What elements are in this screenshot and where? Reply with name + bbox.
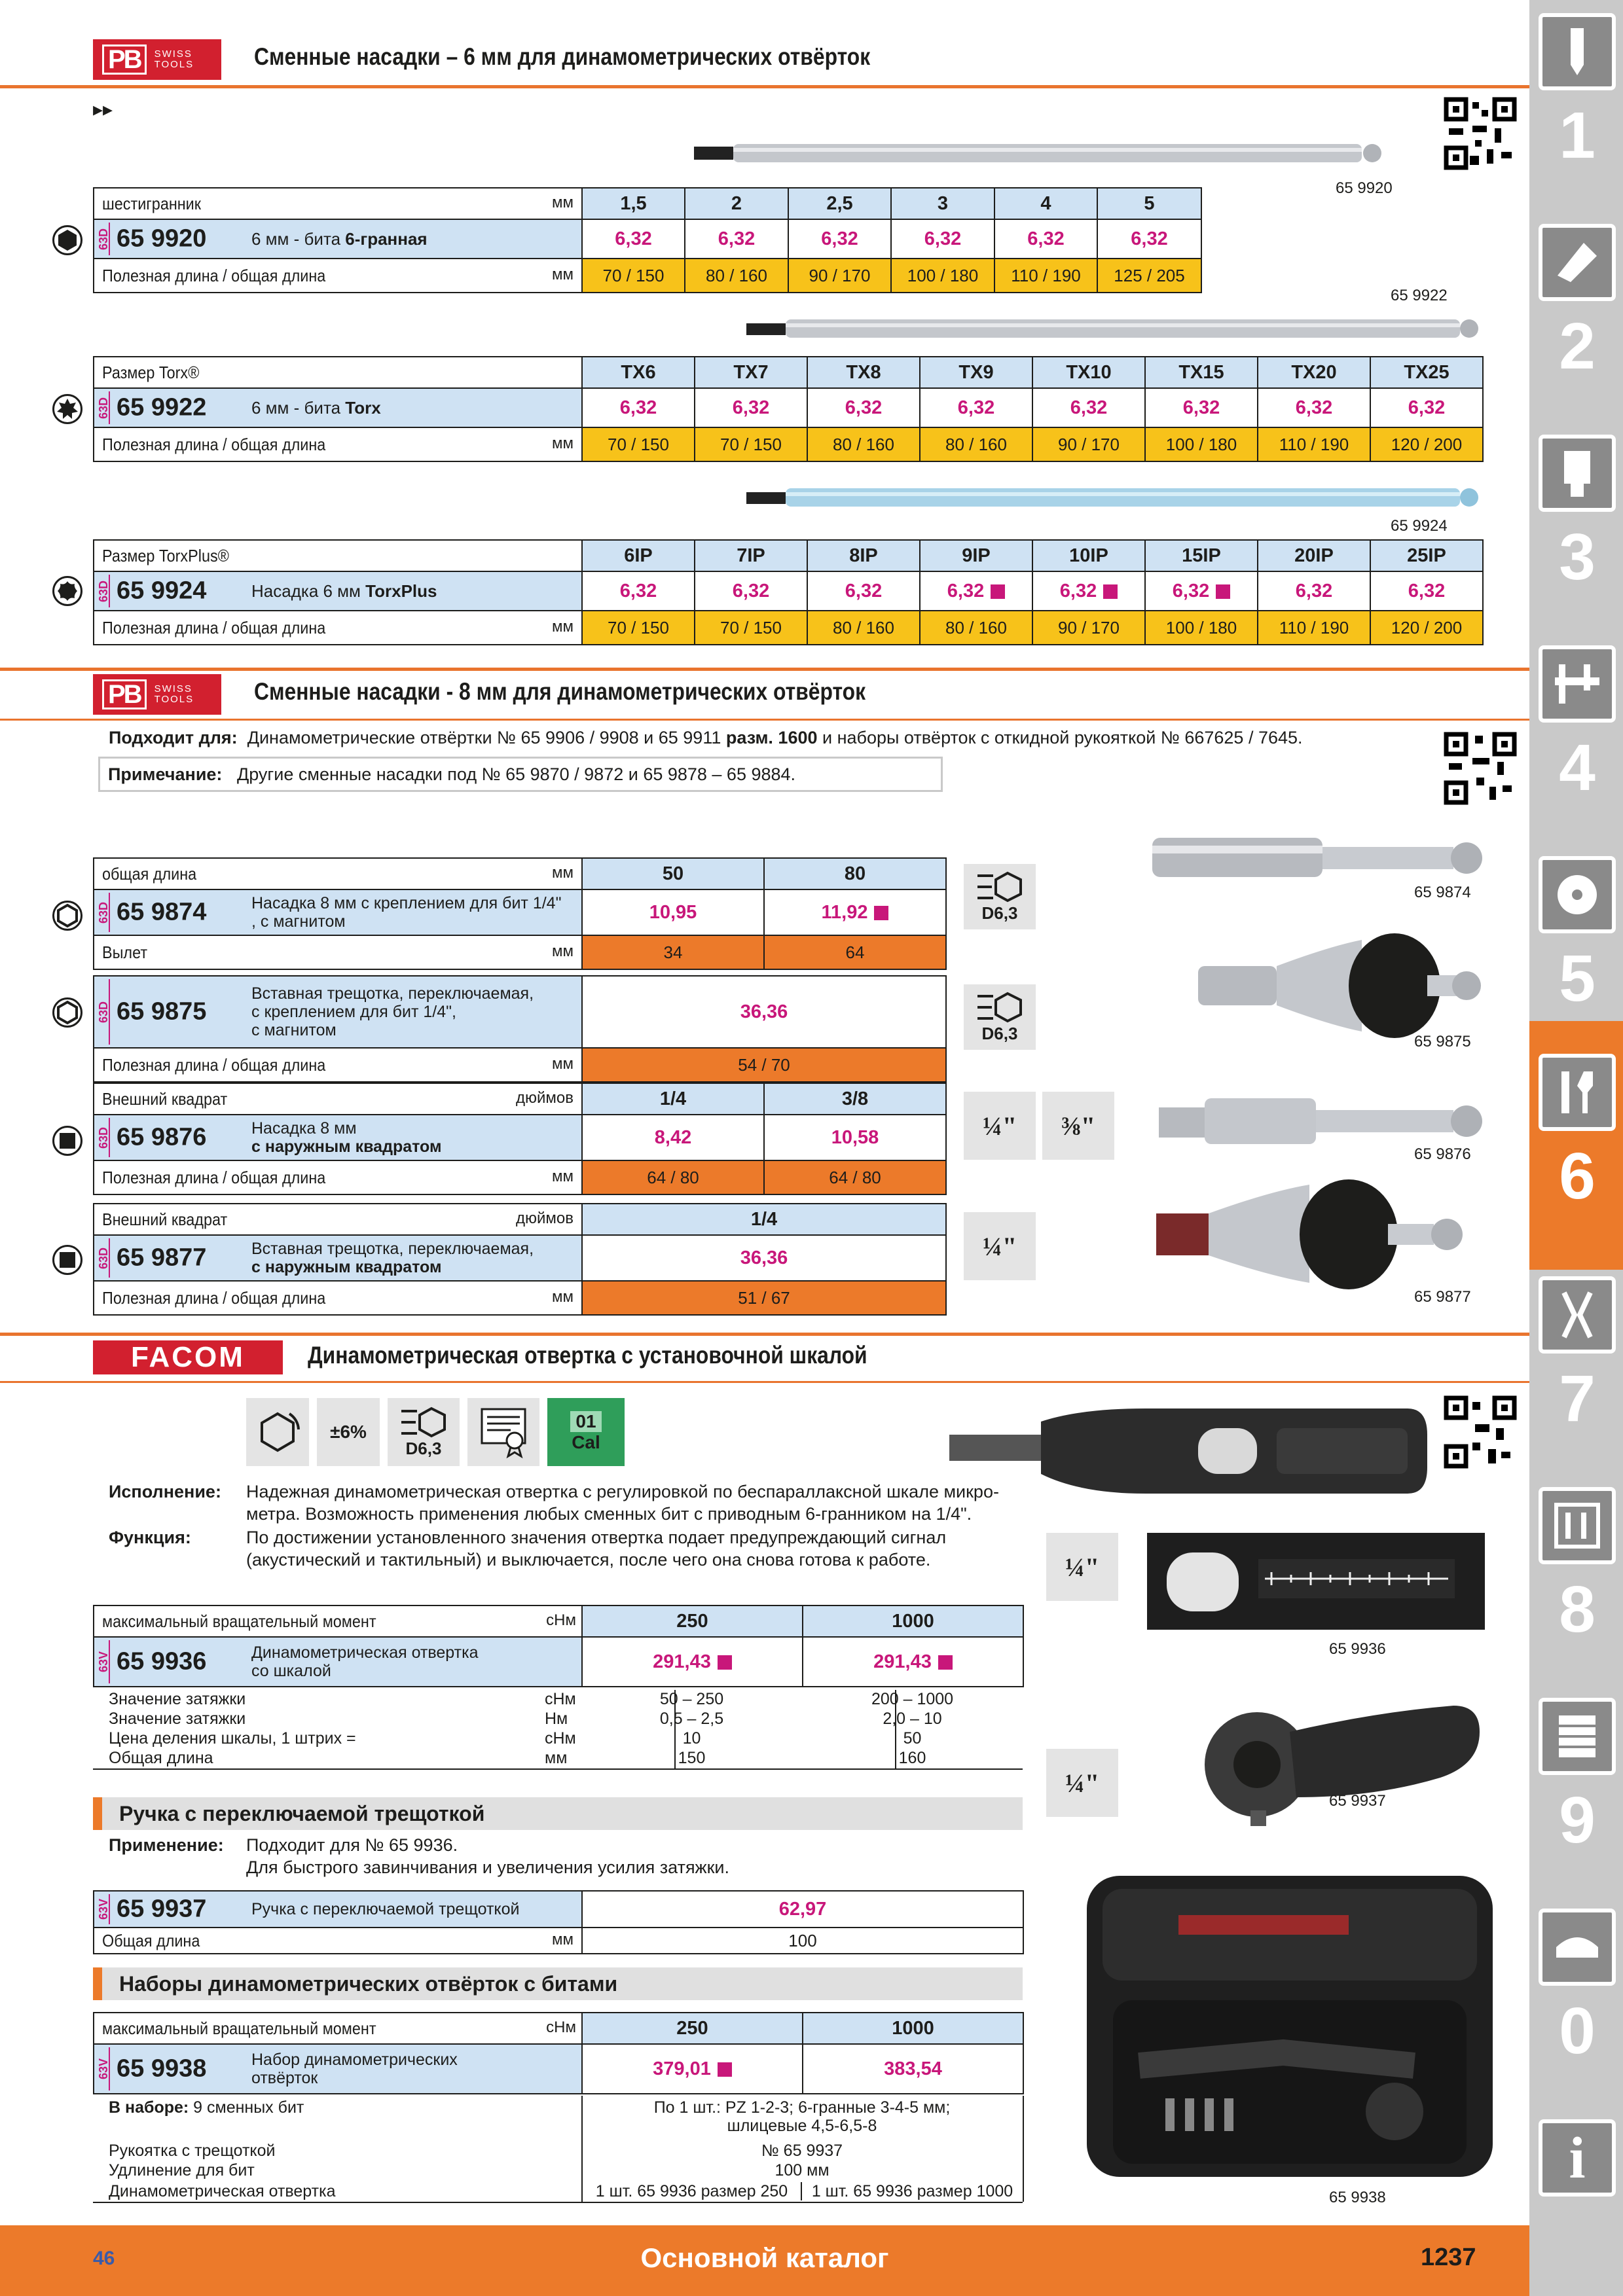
hex-drive-icon: D6,3: [964, 864, 1036, 929]
spec-row: Общая длина мм 150 160: [109, 1749, 926, 1767]
drill-bit-icon: [1539, 13, 1616, 90]
tool-cabinet-icon: [1539, 1698, 1616, 1775]
sidebar-chapter-3[interactable]: 3: [1539, 435, 1616, 631]
article-cell: 63D 65 9876 Насадка 8 мм с наружным квадратом: [94, 1115, 582, 1160]
square-quarter-icon: ¼": [1046, 1749, 1118, 1817]
sidebar-chapter-2[interactable]: 2: [1539, 224, 1616, 420]
note-box: Примечание: Другие сменные насадки под № 65 9870 / 9872 и 65 9878 – 65 9884.: [98, 757, 943, 792]
table-65-9922: Размер Torx® TX6 TX7 TX8 TX9 TX10 TX15 TX20 TX25 63D 65 9922 6 мм - бита Torx 6,32 6,32 6,32 6,32 6,32 6,32 6,32 6,32 Полезная длина / общая длина мм 70 / 150 70 / 150 80 / 160 80 / 160 90 / 170 100 / 180 110 / 190 120 / 200: [93, 356, 1484, 462]
table-65-9936: максимальный вращательный момент сНм 250 1000 63V 65 9936 Динамометрическая отвертка со шкалой 291,43 291,43: [93, 1605, 1024, 1687]
set-label: В наборе: 9 сменных бит: [109, 2098, 304, 2117]
image-label: 65 9938: [1329, 2189, 1386, 2206]
ratchet-square-image: [1152, 1172, 1486, 1296]
price-marker: [1216, 584, 1230, 599]
qr-code-icon: [1444, 97, 1517, 170]
image-label: 65 9936: [1329, 1640, 1386, 1658]
hex-drive-icon: D6,3: [964, 984, 1036, 1050]
execution-text: Надежная динамометрическая отвертка с регулировкой по беспараллаксной шкале микро- метра. Возможность применения любых сменных бит с приводным 6-гранником на 1/4".: [246, 1482, 999, 1524]
torque-set-case-image: [1087, 1869, 1493, 2183]
tolerance-icon: ±6%: [317, 1398, 380, 1466]
table-65-9876: Внешний квадрат дюймов 1/4 3/8 63D 65 9876 Насадка 8 мм с наружным квадратом 8,42 10,58 Полезная длина / общая длина мм 64 / 80 64 / 80: [93, 1083, 947, 1195]
article-cell: 63D 65 9875 Вставная трещотка, переключаемая, с креплением для бит 1/4", с магнитом: [94, 976, 582, 1048]
image-label: 65 9922: [1391, 287, 1448, 304]
sidebar-chapter-5[interactable]: 5: [1539, 856, 1616, 1052]
sidebar-chapter-4[interactable]: 4: [1539, 645, 1616, 842]
tool-board-icon: [1539, 1487, 1616, 1564]
sidebar-chapter-0[interactable]: 0: [1539, 1909, 1616, 2105]
hex-socket-icon: [52, 997, 82, 1028]
image-label: 65 9877: [1414, 1288, 1471, 1306]
bit-torx-image: [746, 313, 1486, 346]
bit-holder-image: [1152, 831, 1486, 884]
price-marker: [991, 584, 1005, 599]
hex-drive-icon: D6,3: [388, 1398, 460, 1466]
facom-logo: FACOM: [93, 1340, 283, 1374]
table-65-9877: Внешний квадрат дюймов 1/4 63D 65 9877 Вставная трещотка, переключаемая, с наружным квадратом 36,36 Полезная длина / общая длина мм 51 / 67: [93, 1203, 947, 1316]
section-divider: [0, 85, 1529, 88]
price-marker: [1103, 584, 1118, 599]
page-number-left: 46: [93, 2248, 115, 2269]
torxplus-profile-icon: [52, 576, 82, 606]
use-label: Применение:: [109, 1835, 224, 1855]
section-title-facom: Динамометрическая отвертка с установочной шкалой: [308, 1342, 867, 1369]
scale-closeup-image: [1147, 1533, 1485, 1630]
info-icon: i: [1539, 2119, 1616, 2197]
chuck-icon: [1539, 435, 1616, 512]
table-65-9938: максимальный вращательный момент сНм 250 1000 63V 65 9938 Набор динамометрических отвёрток 379,01 383,54: [93, 2012, 1024, 2094]
torx-profile-icon: [52, 394, 82, 424]
image-label: 65 9876: [1414, 1145, 1471, 1163]
square-quarter-icon: ¼": [964, 1092, 1036, 1160]
arrows-icon: ▸▸: [93, 99, 113, 120]
set-contents-block: В наборе: 9 сменных бит По 1 шт.: PZ 1-2-3; 6-гранные 3-4-5 мм; шлицевые 4,5-6,5-8 Рукоятка с трещоткой № 65 9937 Удлинение для бит 100 мм Динамометрическая отвертка 1 шт. 65 9936 размер 250 1 шт. 65 9936 размер 1000: [93, 2096, 1023, 2203]
catalog-title: Основной каталог: [640, 2242, 889, 2273]
section-divider: [0, 668, 1529, 671]
safety-gear-icon: [1539, 1909, 1616, 1986]
image-label: 65 9874: [1414, 884, 1471, 901]
image-label: 65 9875: [1414, 1033, 1471, 1050]
torque-screwdriver-image: [949, 1395, 1434, 1507]
square-drive-icon: [52, 1245, 82, 1275]
set-value: По 1 шт.: PZ 1-2-3; 6-гранные 3-4-5 мм; шлицевые 4,5-6,5-8: [653, 2098, 951, 2135]
insert-cutter-icon: [1539, 224, 1616, 301]
qr-code-icon: [1444, 1395, 1517, 1469]
section-divider: [0, 1381, 1529, 1383]
saw-blade-icon: [1539, 856, 1616, 933]
square-three-eighths-icon: ⅜": [1042, 1092, 1114, 1160]
calibration-icon: 01 Cal: [547, 1398, 625, 1466]
sidebar-chapter-7[interactable]: 7: [1539, 1276, 1616, 1473]
spec-row: Значение затяжки Нм 0,5 – 2,5 2,0 – 10: [109, 1710, 942, 1728]
square-drive-icon: [52, 1126, 82, 1156]
pliers-icon: [1539, 1276, 1616, 1354]
certificate-icon: [467, 1398, 539, 1466]
use-text: Подходит для № 65 9936. Для быстрого завинчивания и увеличения усилия затяжки.: [246, 1835, 730, 1877]
price-marker: [718, 2062, 732, 2077]
article-cell: 63V 65 9938 Набор динамометрических отвёрток: [94, 2044, 582, 2094]
caliper-icon: [1539, 645, 1616, 723]
sidebar-chapter-9[interactable]: 9: [1539, 1698, 1616, 1894]
ratchet-insert-image: [1198, 920, 1486, 1051]
square-quarter-icon: ¼": [1046, 1533, 1118, 1601]
article-cell: 63D 65 9874 Насадка 8 мм с креплением для бит 1/4" , с магнитом: [94, 889, 582, 935]
image-label: 65 9920: [1336, 179, 1393, 197]
sidebar-chapter-8[interactable]: 8: [1539, 1487, 1616, 1683]
subsection-torque-sets: Наборы динамометрических отвёрток с битами: [93, 1967, 1023, 2000]
table-65-9937: 63V 65 9937 Ручка с переключаемой трещоткой 62,97 Общая длина мм 100: [93, 1890, 1024, 1954]
specs-block: [93, 1690, 1023, 1770]
price-marker: [874, 906, 888, 920]
article-cell: 63D 65 9922 6 мм - бита Torx: [94, 388, 582, 427]
table-65-9924: Размер TorxPlus® 6IP 7IP 8IP 9IP 10IP 15IP 20IP 25IP 63D 65 9924 Насадка 6 мм TorxPlus 6,32 6,32 6,32 6,32 6,32 6,32 6,32 6,32 Полезная длина / общая длина мм 70 / 150 70 / 150 80 / 160 80 / 160 90 / 170 100 / 180 110 / 190 120 / 200: [93, 539, 1484, 645]
price-marker: [938, 1655, 953, 1670]
hex-socket-icon: [52, 901, 82, 931]
table-65-9874: общая длина мм 50 80 63D 65 9874 Насадка 8 мм с креплением для бит 1/4" , с магнитом 10,95 11,92 Вылет мм 34 64: [93, 857, 947, 970]
section-title-6mm: Сменные насадки – 6 мм для динамометрических отвёрток: [254, 43, 871, 70]
hex-profile-icon: [52, 225, 82, 255]
sidebar-chapter-1[interactable]: 1: [1539, 13, 1616, 209]
hex-rotate-icon: [246, 1398, 309, 1466]
function-text: По достижении установленного значения отвертка подает предупреждающий сигнал (акустический и тактильный) и выключается, после чего она снова готова к работе.: [246, 1528, 947, 1570]
function-label: Функция:: [109, 1528, 191, 1547]
image-label: 65 9937: [1329, 1792, 1386, 1810]
table-65-9920: шестигранник мм 1,5 2 2,5 3 4 5 63D 65 9920 6 мм - бита 6-гранная 6,32 6,32 6,32 6,32 6,32 6,32 Полезная длина / общая длина мм 70 / 150 80 / 160 90 / 170 100 / 180 110 / 190 125 / 205: [93, 187, 1202, 293]
fits-for-text: Подходит для: Динамометрические отвёртки № 65 9906 / 9908 и 65 9911 разм. 1600 и наборы отвёрток с откидной рукояткой № 667625 / 7645.: [109, 728, 1303, 747]
square-adapter-image: [1159, 1092, 1486, 1151]
square-quarter-icon: ¼": [964, 1212, 1036, 1280]
subsection-ratchet-handle: Ручка с переключаемой трещоткой: [93, 1797, 1023, 1830]
qr-code-icon: [1444, 732, 1517, 805]
spec-row: Значение затяжки сНм 50 – 250 200 – 1000: [109, 1690, 954, 1708]
bit-hex-image: [694, 137, 1388, 170]
section-divider: [0, 719, 1529, 721]
price-marker: [718, 1655, 732, 1670]
sidebar-info[interactable]: [1539, 2119, 1616, 2217]
table-65-9875: 63D 65 9875 Вставная трещотка, переключаемая, с креплением для бит 1/4", с магнитом 36,36 Полезная длина / общая длина мм 54 / 70: [93, 975, 947, 1083]
pb-swiss-tools-logo: PB SWISS TOOLS: [93, 674, 221, 715]
image-label: 65 9924: [1391, 517, 1448, 535]
article-cell: 63V 65 9936 Динамометрическая отвертка со шкалой: [94, 1637, 582, 1687]
execution-label: Исполнение:: [109, 1482, 221, 1501]
section-divider: [0, 1333, 1529, 1336]
page-number-right: 1237: [1421, 2244, 1476, 2271]
pb-swiss-tools-logo: PB SWISS TOOLS: [93, 39, 221, 80]
section-title-8mm: Сменные насадки - 8 мм для динамометрических отвёрток: [254, 678, 866, 705]
bit-torxplus-image: [746, 482, 1486, 514]
article-cell: 63V 65 9937 Ручка с переключаемой трещоткой: [94, 1891, 582, 1928]
sidebar-chapter-6[interactable]: 6: [1539, 1054, 1616, 1250]
article-cell: 63D 65 9924 Насадка 6 мм TorxPlus: [94, 571, 582, 611]
spec-row: Цена деления шкалы, 1 штрих = сНм 10 50: [109, 1729, 922, 1748]
article-cell: 63D 65 9920 6 мм - бита 6-гранная: [94, 219, 582, 259]
screwdriver-wrench-icon: [1539, 1054, 1616, 1131]
article-cell: 63D 65 9877 Вставная трещотка, переключаемая, с наружным квадратом: [94, 1235, 582, 1281]
